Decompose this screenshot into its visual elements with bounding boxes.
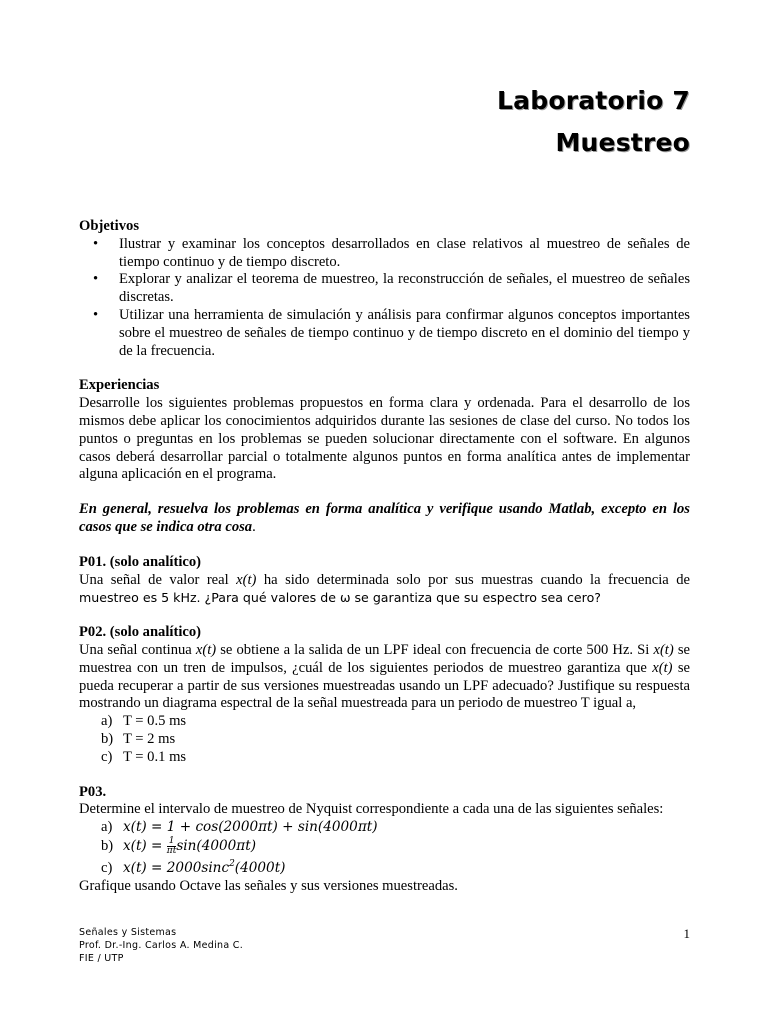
equation-item: [79, 837, 690, 856]
p01-line1: [79, 572, 690, 590]
p02-var: x(t): [653, 641, 674, 658]
p02-s2: se obtiene a la salida de un LPF ideal con frecuencia de corte 500 Hz. Si: [216, 641, 654, 658]
p03-closing: Grafique usando Octave las señales y sus versiones muestreadas.: [79, 877, 458, 894]
general-note-text: En general, resuelva los problemas en forma analítica y verifique usando Matlab, excepto en los casos que se indica otra cosa: [79, 501, 690, 535]
experiencias-heading: Experiencias: [79, 377, 160, 394]
p02-options: [79, 713, 690, 766]
list-item: [79, 749, 690, 767]
general-note-end: .: [252, 518, 256, 535]
footer-professor: Prof. Dr.-Ing. Carlos A. Medina C.: [79, 940, 244, 951]
p01-text-a: Una señal de valor real: [79, 571, 237, 588]
eq-label: b): [101, 837, 114, 854]
p02-heading: P02. (solo analítico): [79, 624, 202, 641]
p01-text-b: ha sido determinada solo por sus muestras cuando la frecuencia de: [256, 571, 691, 588]
p03-text: Determine el intervalo de muestreo de Nyquist correspondiente a cada una de las siguientes señales:: [79, 801, 664, 818]
option-label: b): [101, 730, 114, 747]
p02-var: x(t): [195, 641, 217, 658]
list-item: • Utilizar una herramienta de simulación y análisis para confirmar algunos conceptos importantes sobre el muestreo de señales de tiempo continuo y de tiempo discreto en el dominio del tiempo y de la frecuencia.: [79, 307, 690, 360]
equation-item: [79, 819, 690, 837]
p03-heading: P03.: [79, 783, 107, 800]
objetivos-heading: Objetivos: [79, 218, 139, 234]
option-label: c): [101, 748, 113, 765]
general-note: [79, 501, 690, 537]
p02-s4: se pueda recuperar a partir de sus versiones muestreadas usando un LPF adecuado? Justifique su respuesta mostrando un diagrama espectral de la señal muestreada para un periodo de muestreo T igual a,: [79, 659, 690, 712]
p01-var: x(t): [236, 571, 257, 588]
lab-title: Laboratorio 7: [497, 86, 690, 115]
p02-text: [79, 642, 690, 713]
list-item: • Explorar y analizar el teorema de muestreo, la reconstrucción de señales, el muestreo de señales discretas.: [79, 271, 690, 307]
p01-line2: muestreo es 5 kHz. ¿Para qué valores de ω se garantiza que su espectro sea cero?: [79, 590, 601, 606]
eq-label: a): [101, 819, 113, 836]
equation-b-fraction: [167, 837, 177, 856]
footer-course: Señales y Sistemas: [79, 927, 177, 938]
objetivos-list: [79, 236, 690, 361]
equation-b-rhs: sin(4000πt): [176, 837, 257, 854]
equation-c-exponent: 2: [229, 858, 235, 869]
option-text: T = 0.1 ms: [123, 748, 187, 765]
page-number: 1: [683, 926, 690, 941]
fraction-denominator: πt: [166, 845, 177, 856]
experiencias-text: Desarrolle los siguientes problemas propuestos en forma clara y ordenada. Para el desarrollo de los mismos debe aplicar los conocimientos adquiridos durante las sesiones de clase del curso. No todos los puntos o preguntas en los problemas se pueden solucionar directamente con el software. En algunos casos deberá desarrollar parcial o totalmente algunos puntos en forma analítica antes de implementar alguna aplicación en el programa.: [79, 395, 690, 483]
option-text: T = 2 ms: [123, 730, 176, 747]
document-body: [79, 218, 690, 895]
equation-b-lhs: x(t) =: [123, 837, 167, 854]
list-item: [79, 713, 690, 731]
fraction-numerator: 1: [168, 835, 175, 846]
p02-var: x(t): [652, 659, 673, 676]
option-label: a): [101, 713, 113, 730]
list-item: [79, 731, 690, 749]
option-text: T = 0.5 ms: [123, 713, 187, 730]
equation-a: x(t) = 1 + cos(2000πt) + sin(4000πt): [123, 819, 378, 836]
equation-item: [79, 856, 690, 878]
p01-heading: P01. (solo analítico): [79, 553, 202, 570]
equation-c-rhs: (4000t): [234, 859, 286, 876]
lab-subtitle: Muestreo: [555, 128, 690, 157]
p02-s3: se muestrea con un tren de impulsos, ¿cuál de los siguientes periodos de muestreo garantiza que: [79, 641, 690, 676]
p03-equations: [79, 819, 690, 877]
footer-institution: FIE / UTP: [79, 953, 124, 964]
p02-s1: Una señal continua: [79, 641, 196, 658]
eq-label: c): [101, 859, 113, 876]
equation-c-lhs: x(t) = 2000sinc: [123, 859, 230, 876]
footer: [79, 926, 243, 965]
list-item: • Ilustrar y examinar los conceptos desarrollados en clase relativos al muestreo de señales de tiempo continuo y de tiempo discreto.: [79, 236, 690, 272]
